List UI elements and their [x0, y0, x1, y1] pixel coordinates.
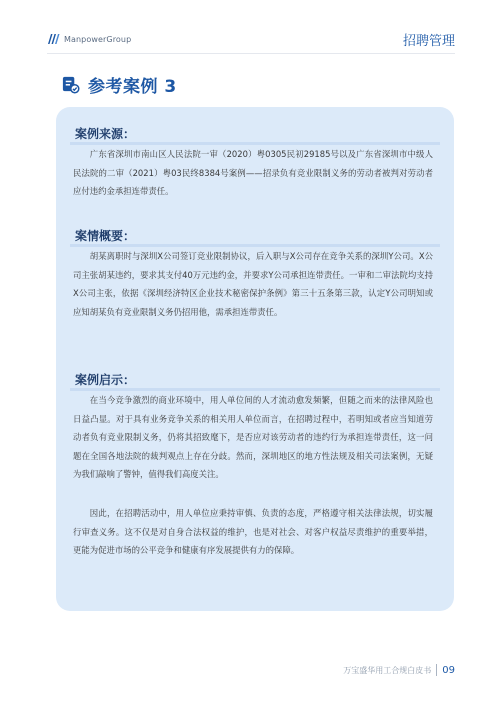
page-footer [343, 664, 455, 676]
brand-name: ManpowerGroup [64, 34, 132, 44]
section-paragraph-source: 广东省深圳市南山区人民法院一审（2020）粤0305民初29185号以及广东省深圳市中级人民法院的二审（2021）粤03民终8384号案例——招录负有竞业限制义务的劳动者被判对劳动者应付违约金承担连带责任。 [73, 149, 433, 197]
header-section-title: 招聘管理 [402, 34, 455, 49]
footer-publication: 万宝盛华用工合规白皮书 [343, 665, 432, 675]
section-title-insight: 案例启示： [75, 373, 136, 387]
footer-divider [436, 664, 437, 676]
page-title-row [61, 72, 177, 97]
section-paragraph-summary: 胡某离职时与深圳X公司签订竞业限制协议，后入职与X公司存在竞争关系的深圳Y公司。X公司主张胡某违约，要求其支付40万元违约金，并要求Y公司承担连带责任。一审和二审法院均支持X公司主张，依据《深圳经济特区企业技术秘密保护条例》第三十五条第三款，认定Y公司明知或应知胡某负有竞业限制义务仍招用他，需承担连带责任。 [73, 251, 433, 317]
page-number: 09 [442, 664, 455, 676]
brand-logo [47, 33, 131, 45]
document-check-icon [61, 75, 80, 94]
page-title: 参考案例 3 [88, 77, 177, 97]
manpower-logo-icon [47, 33, 61, 45]
page-header [0, 0, 499, 56]
section-title-source: 案例来源： [75, 127, 136, 141]
header-divider [47, 53, 455, 54]
section-paragraph-insight-1: 在当今竞争激烈的商业环境中，用人单位间的人才流动愈发频繁，但随之而来的法律风险也日益凸显。对于具有业务竞争关系的相关用人单位而言，在招聘过程中，若明知或者应当知道劳动者负有竞业限制义务，仍将其招致麾下，是否应对该劳动者的违约行为承担连带责任，这一问题在全国各地法院的裁判观点上存在分歧。然而，深圳地区的地方性法规及相关司法案例，无疑为我们敲响了警钟，值得我们高度关注。 [73, 395, 433, 480]
case-card [56, 107, 454, 611]
section-paragraph-insight-2: 因此，在招聘活动中，用人单位应秉持审慎、负责的态度，严格遵守相关法律法规，切实履行审查义务。这不仅是对自身合法权益的维护，也是对社会、对客户权益尽责维护的重要举措，更能为促进市场的公平竞争和健康有序发展提供有力的保障。 [73, 508, 433, 556]
section-title-summary: 案情概要： [75, 229, 136, 243]
